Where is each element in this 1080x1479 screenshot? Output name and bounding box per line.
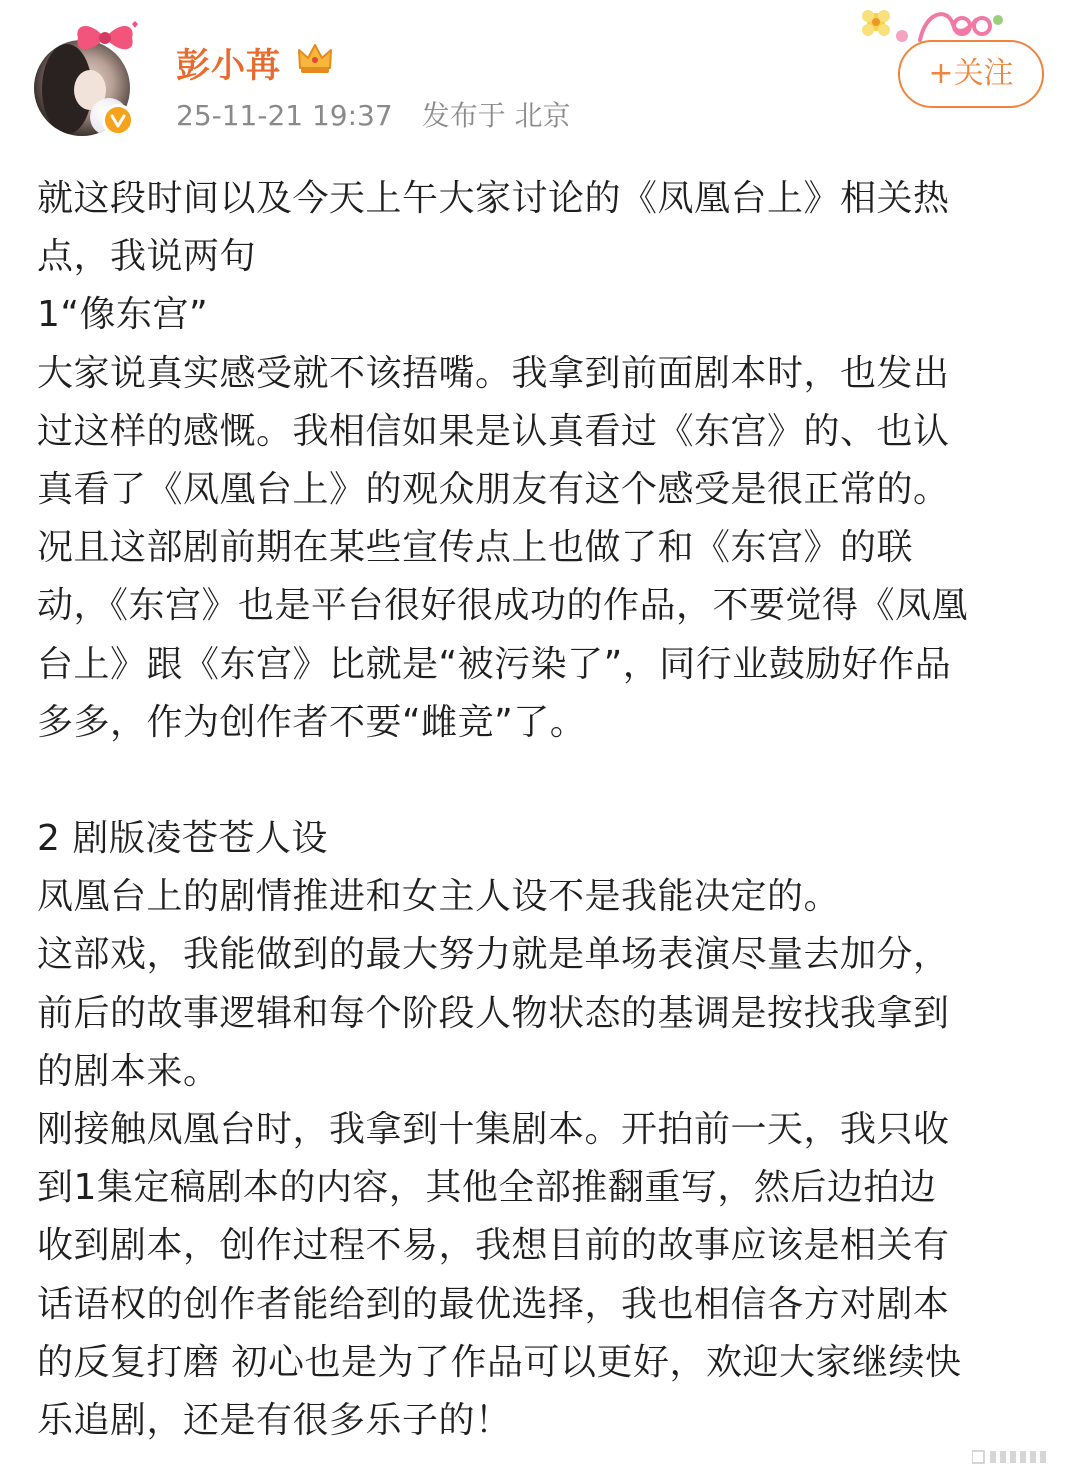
post-text-line: 刚接触凤凰台时，我拿到十集剧本。开拍前一天，我只收: [37, 1109, 950, 1150]
post-content: [37, 170, 1047, 1450]
post-text-line: 台上》跟《东宫》比就是“被污染了”，同行业鼓励好作品: [37, 643, 952, 685]
post-text-line: 的反复打磨 初心也是为了作品可以更好，欢迎大家继续快: [37, 1341, 962, 1383]
crown-icon: [296, 40, 334, 76]
post-text-line: 况且这部剧前期在某些宣传点上也做了和《东宫》的联: [37, 527, 914, 569]
post-text-line: 收到剧本，创作过程不易，我想目前的故事应该是相关有: [37, 1225, 950, 1267]
follow-button[interactable]: +关注: [898, 40, 1044, 108]
blank-line: [37, 752, 1047, 810]
post-text-line: 到1集定稿剧本的内容，其他全部推翻重写，然后边拍边: [37, 1167, 937, 1209]
verified-badge-icon: [102, 104, 134, 136]
post-text-line: 多多，作为创作者不要“雌竞”了。: [37, 701, 587, 743]
post-text-line: 的剧本来。: [37, 1050, 220, 1092]
post-text-line: 过这样的感慨。我相信如果是认真看过《东宫》的、也认: [37, 410, 950, 452]
post-text-line: 乐追剧，还是有很多乐子的！: [37, 1399, 512, 1441]
post-timestamp: 25-11-21 19:37: [176, 99, 393, 132]
post-text-line: 话语权的创作者能给到的最优选择，我也相信各方对剧本: [37, 1283, 950, 1325]
post-location: 发布于 北京: [421, 99, 571, 132]
post-text-line: 2 剧版凌苍苍人设: [37, 818, 328, 860]
post-text-line: 凤凰台上的剧情推进和女主人设不是我能决定的。: [37, 876, 841, 918]
post-text-line: 这部戏，我能做到的最大努力就是单场表演尽量去加分，: [37, 934, 950, 976]
post-text-line: 1“像东宫”: [37, 294, 209, 336]
post-text-line: 前后的故事逻辑和每个阶段人物状态的基调是按找我拿到: [37, 992, 950, 1034]
post-meta: [176, 94, 591, 134]
post-header: [0, 0, 1080, 150]
avatar[interactable]: [34, 40, 144, 140]
bow-icon: [70, 18, 140, 58]
watermark-icon: [972, 1448, 1062, 1466]
post-text-line: 真看了《凤凰台上》的观众朋友有这个感受是很正常的。: [37, 468, 950, 510]
post-text-line: 动，《东宫》也是平台很好很成功的作品，不要觉得《凤凰: [37, 585, 969, 627]
post-text-line: 就这段时间以及今天上午大家讨论的《凤凰台上》相关热: [37, 178, 950, 219]
username[interactable]: 彭小苒: [176, 46, 281, 86]
post-text-line: 点，我说两句: [37, 236, 257, 278]
post-text-line: 大家说真实感受就不该捂嘴。我拿到前面剧本时，也发出: [37, 352, 950, 394]
